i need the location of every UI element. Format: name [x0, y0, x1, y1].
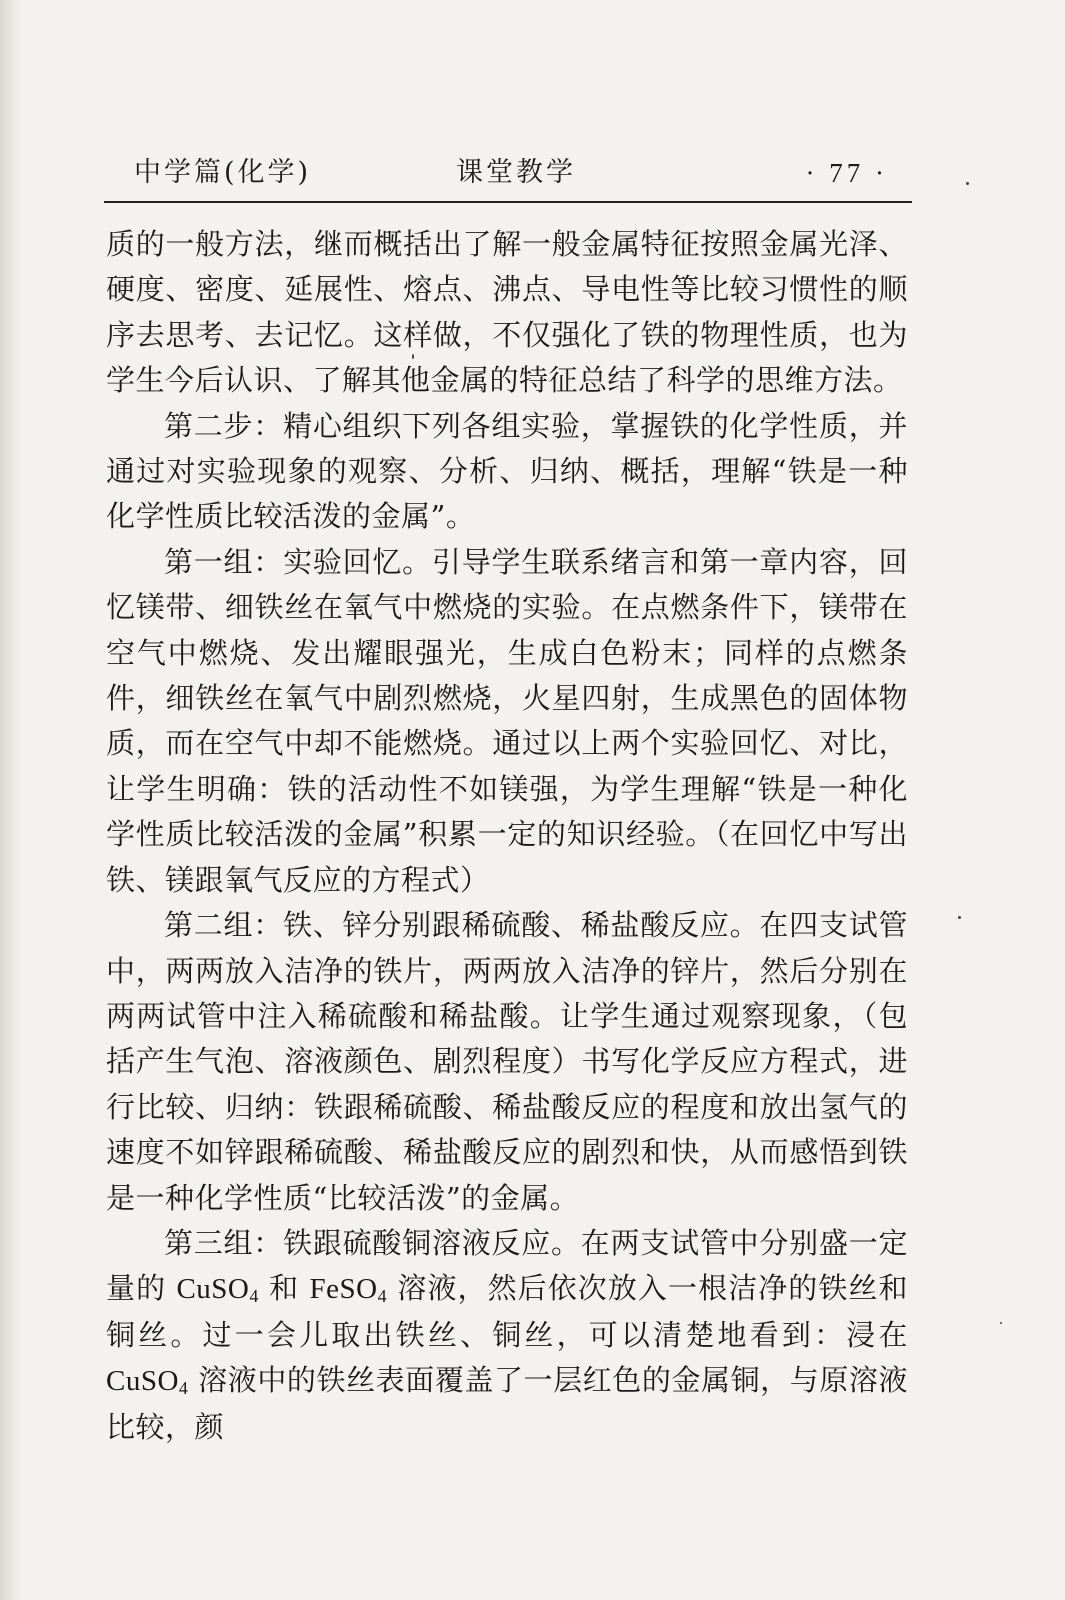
- paragraph-5-text-3: 溶液，然后依次放入一根洁净的铁丝和铜丝。过一会儿取出铁丝、铜丝，可以清楚地看到：浸在: [106, 1271, 908, 1352]
- formula-cuso4: CuSO$_4$: [106, 1365, 189, 1399]
- paragraph-5: [106, 1221, 908, 1450]
- scan-speck: [958, 916, 961, 919]
- paragraph-2: 第二步：精心组织下列各组实验，掌握铁的化学性质，并通过对实验现象的观察、分析、归纳、概括，理解“铁是一种化学性质比较活泼的金属”。: [106, 408, 908, 534]
- page-edge-shadow: [0, 0, 22, 1600]
- paragraph-5-text-2: 和: [269, 1271, 300, 1306]
- paragraph-3: 第一组：实验回忆。引导学生联系绪言和第一章内容，回忆镁带、细铁丝在氧气中燃烧的实验。在点燃条件下，镁带在空气中燃烧、发出耀眼强光，生成白色粉末；同样的点燃条件，细铁丝在氧气中剧烈燃烧，火星四射，生成黑色的固体物质，而在空气中却不能燃烧。通过以上两个实验回忆、对比，让学生明确：铁的活动性不如镁强，为学生理解“铁是一种化学性质比较活泼的金属”积累一定的知识经验。（在回忆中写出铁、镁跟氧气反应的方程式）: [106, 544, 908, 897]
- scan-speck: [966, 182, 969, 185]
- formula-feso4: FeSO$_4$: [309, 1273, 388, 1307]
- header-rule: [104, 201, 912, 203]
- paragraph-5-text-1: 第三组：铁跟硫酸铜溶液反应。在两支试管中分别盛一定量的: [106, 1225, 908, 1306]
- header-section-title: 课堂教学: [456, 157, 576, 188]
- paragraph-4: 第二组：铁、锌分别跟稀硫酸、稀盐酸反应。在四支试管中，两两放入洁净的铁片，两两放入洁净的锌片，然后分别在两两试管中注入稀硫酸和稀盐酸。让学生通过观察现象，（包括产生气泡、溶液颜色、剧烈程度）书写化学反应方程式，进行比较、归纳：铁跟稀硫酸、稀盐酸反应的程度和放出氢气的速度不如锌跟稀硫酸、稀盐酸反应的剧烈和快，从而感悟到铁是一种化学性质“比较活泼”的金属。: [106, 908, 908, 1215]
- header-page-number: · 77 ·: [805, 158, 888, 188]
- paragraph-5-text-4: 溶液中的铁丝表面覆盖了一层红色的金属铜，与原溶液比较，颜: [106, 1363, 908, 1444]
- body-text: [106, 222, 908, 1450]
- formula-cuso4: CuSO$_4$: [176, 1273, 259, 1307]
- paragraph-1: 质的一般方法，继而概括出了解一般金属特征按照金属光泽、硬度、密度、延展性、熔点、沸点、导电性等比较习惯性的顺序去思考、去记忆。这样做，不仅强化了铁的物理性质，也为学生今后认识、了解其他金属的特征总结了科学的思维方法。: [106, 227, 908, 398]
- scan-speck: [412, 354, 414, 359]
- running-head: [104, 154, 910, 192]
- scan-speck: [1000, 1322, 1002, 1324]
- header-book-title: 中学篇(化学): [134, 157, 312, 188]
